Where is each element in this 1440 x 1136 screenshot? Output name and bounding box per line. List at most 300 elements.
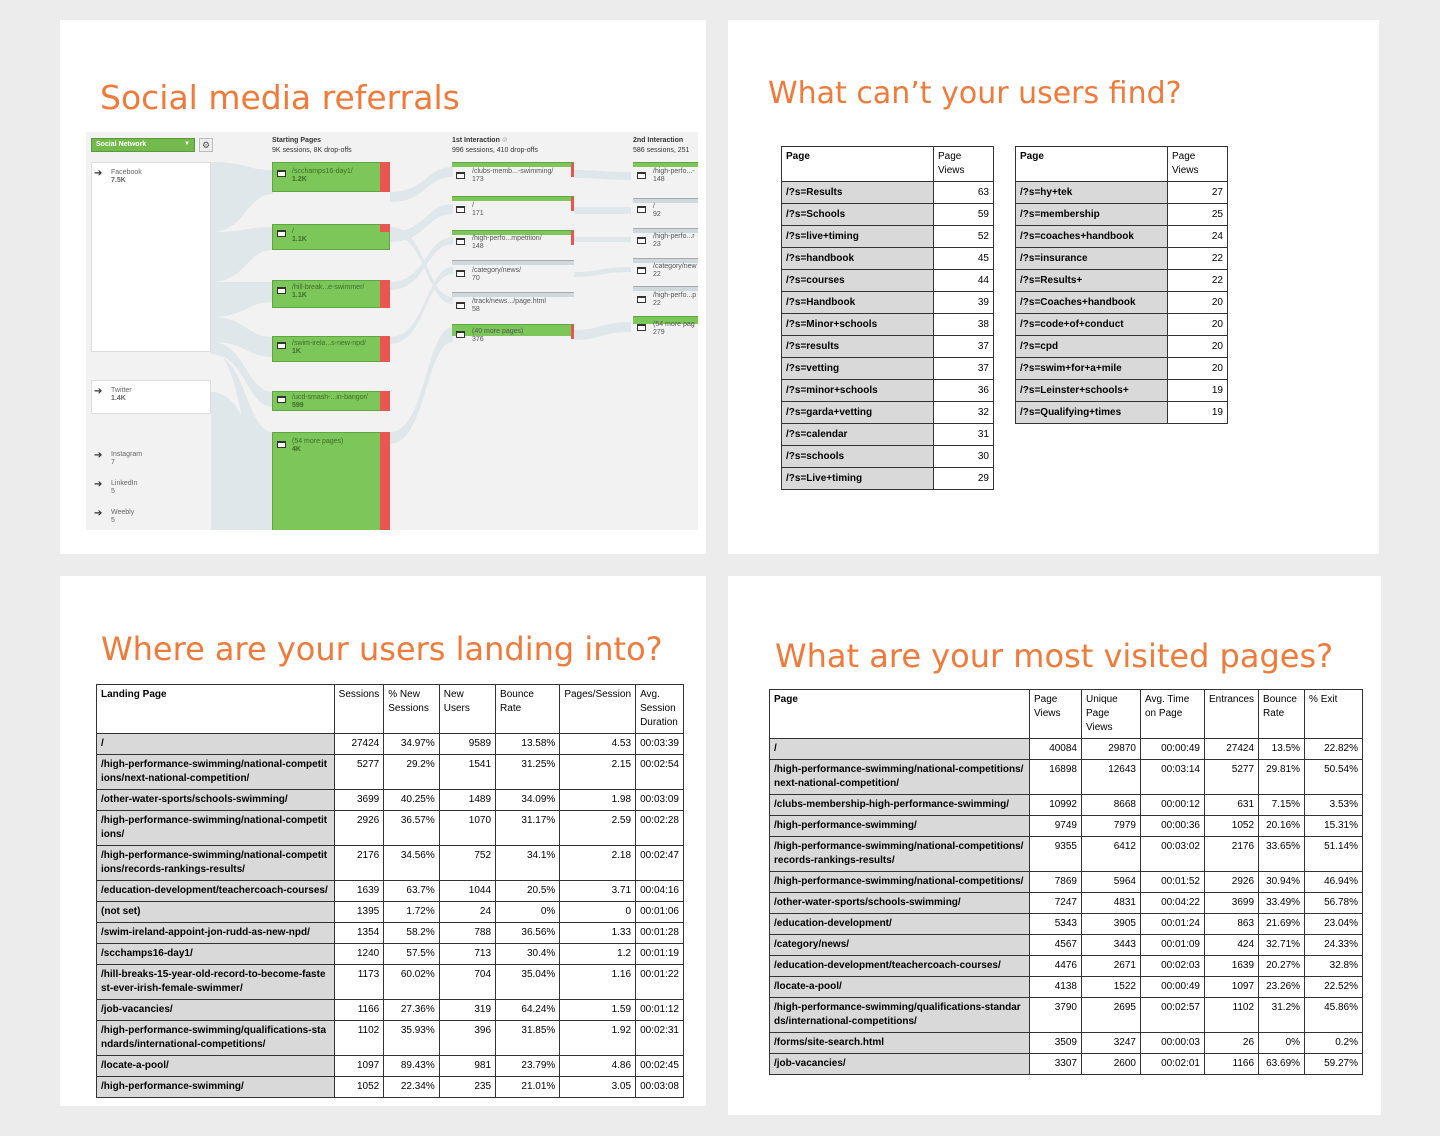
page-cell: /?s=results bbox=[782, 336, 934, 358]
value-cell: 0% bbox=[496, 902, 560, 923]
value-cell: 00:01:12 bbox=[636, 1000, 684, 1021]
value-cell: 7247 bbox=[1030, 893, 1082, 914]
value-cell: 1097 bbox=[1205, 977, 1259, 998]
page-cell: /locate-a-pool/ bbox=[770, 977, 1030, 998]
value-cell: 1489 bbox=[439, 790, 495, 811]
interaction-node[interactable] bbox=[633, 162, 698, 167]
page-icon bbox=[637, 206, 646, 213]
page-cell: /?s=calendar bbox=[782, 424, 934, 446]
node-label: /high-perfo...- 148 bbox=[653, 168, 695, 183]
share-icon: ➔ bbox=[94, 450, 103, 461]
value-cell: 3307 bbox=[1030, 1054, 1082, 1075]
column-header: Page bbox=[1016, 147, 1168, 182]
value-cell: 19 bbox=[1168, 380, 1228, 402]
page-icon bbox=[277, 441, 286, 448]
value-cell: 22.52% bbox=[1305, 977, 1363, 998]
value-cell: 37 bbox=[934, 336, 994, 358]
page-cell: /high-performance-swimming/national-competitions/next-national-competition/ bbox=[97, 755, 335, 790]
value-cell: 00:01:52 bbox=[1141, 872, 1205, 893]
page-cell: /locate-a-pool/ bbox=[97, 1056, 335, 1077]
search-terms-table-right bbox=[1015, 146, 1228, 424]
value-cell: 0% bbox=[1259, 1033, 1305, 1054]
value-cell: 981 bbox=[439, 1056, 495, 1077]
value-cell: 1102 bbox=[1205, 998, 1259, 1033]
value-cell: 31.17% bbox=[496, 811, 560, 846]
value-cell: 2.18 bbox=[560, 846, 636, 881]
table-row bbox=[1016, 380, 1228, 402]
table-row bbox=[782, 446, 994, 468]
node-label: /scchamps16-day1/ 1.2K bbox=[292, 168, 353, 183]
page-icon bbox=[456, 238, 465, 245]
value-cell: 63 bbox=[934, 182, 994, 204]
value-cell: 15.31% bbox=[1305, 816, 1363, 837]
column-header-second: 2nd Interaction 586 sessions, 251 bbox=[633, 137, 690, 154]
source-label-linkedin[interactable]: LinkedIn 5 bbox=[111, 480, 138, 495]
table-row bbox=[782, 336, 994, 358]
value-cell: 00:01:28 bbox=[636, 923, 684, 944]
node-label: /track/news.../page.html 58 bbox=[472, 298, 546, 313]
column-header: Sessions bbox=[334, 685, 384, 734]
slide-title: Social media referrals bbox=[100, 78, 460, 117]
value-cell: 396 bbox=[439, 1021, 495, 1056]
page-icon bbox=[637, 237, 646, 244]
value-cell: 50.54% bbox=[1305, 760, 1363, 795]
value-cell: 1044 bbox=[439, 881, 495, 902]
node-label: / 1.1K bbox=[292, 228, 307, 243]
value-cell: 4.86 bbox=[560, 1056, 636, 1077]
value-cell: 2176 bbox=[1205, 837, 1259, 872]
value-cell: 00:04:22 bbox=[1141, 893, 1205, 914]
value-cell: 20.16% bbox=[1259, 816, 1305, 837]
column-header: Page Views bbox=[1168, 147, 1228, 182]
table-row bbox=[770, 914, 1363, 935]
table-row bbox=[770, 1054, 1363, 1075]
value-cell: 19 bbox=[1168, 402, 1228, 424]
column-header: % New Sessions bbox=[384, 685, 440, 734]
value-cell: 27 bbox=[1168, 182, 1228, 204]
interaction-node[interactable] bbox=[452, 162, 574, 167]
value-cell: 58.2% bbox=[384, 923, 440, 944]
page-cell: /education-development/ bbox=[770, 914, 1030, 935]
value-cell: 00:03:08 bbox=[636, 1077, 684, 1098]
value-cell: 4138 bbox=[1030, 977, 1082, 998]
value-cell: 38 bbox=[934, 314, 994, 336]
value-cell: 00:01:19 bbox=[636, 944, 684, 965]
value-cell: 00:04:16 bbox=[636, 881, 684, 902]
column-header: % Exit bbox=[1305, 690, 1363, 739]
page-cell: /other-water-sports/schools-swimming/ bbox=[770, 893, 1030, 914]
value-cell: 2176 bbox=[334, 846, 384, 881]
interaction-node[interactable] bbox=[452, 260, 574, 265]
value-cell: 51.14% bbox=[1305, 837, 1363, 872]
table-row bbox=[782, 270, 994, 292]
page-cell: /?s=hy+tek bbox=[1016, 182, 1168, 204]
table-row bbox=[97, 902, 684, 923]
value-cell: 39 bbox=[934, 292, 994, 314]
interaction-node[interactable] bbox=[452, 196, 574, 201]
value-cell: 21.69% bbox=[1259, 914, 1305, 935]
value-cell: 5277 bbox=[1205, 760, 1259, 795]
page-icon bbox=[277, 170, 286, 177]
page-cell: /high-performance-swimming/qualifications-standards/international-competitions/ bbox=[97, 1021, 335, 1056]
value-cell: 7979 bbox=[1082, 816, 1141, 837]
value-cell: 27424 bbox=[1205, 739, 1259, 760]
table-row bbox=[770, 872, 1363, 893]
page-cell: /clubs-membership-high-performance-swimming/ bbox=[770, 795, 1030, 816]
page-cell: /job-vacancies/ bbox=[97, 1000, 335, 1021]
table-row bbox=[770, 935, 1363, 956]
value-cell: 59 bbox=[934, 204, 994, 226]
value-cell: 00:01:09 bbox=[1141, 935, 1205, 956]
info-icon: ⊘ bbox=[501, 137, 508, 144]
table-row bbox=[770, 956, 1363, 977]
value-cell: 7869 bbox=[1030, 872, 1082, 893]
page-cell: /?s=schools bbox=[782, 446, 934, 468]
node-label: / 92 bbox=[653, 203, 661, 218]
gear-icon[interactable]: ⚙ bbox=[199, 138, 213, 152]
page-cell: /high-performance-swimming/ bbox=[770, 816, 1030, 837]
share-icon: ➔ bbox=[94, 479, 103, 490]
node-label: /category/news/ 70 bbox=[472, 267, 522, 282]
table-row bbox=[97, 1056, 684, 1077]
value-cell: 00:03:39 bbox=[636, 734, 684, 755]
node-label: /high-perfo...p 22 bbox=[653, 292, 697, 307]
page-cell: /scchamps16-day1/ bbox=[97, 944, 335, 965]
source-label: Twitter 1.4K bbox=[111, 387, 132, 402]
value-cell: 3443 bbox=[1082, 935, 1141, 956]
source-label-instagram[interactable]: Instagram 7 bbox=[111, 451, 143, 466]
value-cell: 1522 bbox=[1082, 977, 1141, 998]
page-cell: /high-performance-swimming/ bbox=[97, 1077, 335, 1098]
value-cell: 3905 bbox=[1082, 914, 1141, 935]
table-row bbox=[1016, 182, 1228, 204]
interaction-node[interactable] bbox=[452, 292, 574, 297]
page-cell: /?s=vetting bbox=[782, 358, 934, 380]
table-row bbox=[770, 837, 1363, 872]
table-row bbox=[97, 965, 684, 1000]
page-cell: / bbox=[770, 739, 1030, 760]
value-cell: 4476 bbox=[1030, 956, 1082, 977]
table-row bbox=[97, 755, 684, 790]
value-cell: 0 bbox=[560, 902, 636, 923]
source-label-weebly[interactable]: Weebly 5 bbox=[111, 509, 135, 524]
source-node-facebook[interactable] bbox=[91, 162, 211, 352]
table-row bbox=[782, 380, 994, 402]
table-row bbox=[97, 923, 684, 944]
value-cell: 3790 bbox=[1030, 998, 1082, 1033]
value-cell: 0.2% bbox=[1305, 1033, 1363, 1054]
value-cell: 24 bbox=[1168, 226, 1228, 248]
value-cell: 10992 bbox=[1030, 795, 1082, 816]
value-cell: 2600 bbox=[1082, 1054, 1141, 1075]
value-cell: 00:03:09 bbox=[636, 790, 684, 811]
value-cell: 20 bbox=[1168, 358, 1228, 380]
table-row bbox=[1016, 336, 1228, 358]
value-cell: 1639 bbox=[334, 881, 384, 902]
value-cell: 20 bbox=[1168, 314, 1228, 336]
table-row bbox=[770, 795, 1363, 816]
page-cell: /job-vacancies/ bbox=[770, 1054, 1030, 1075]
table-row bbox=[782, 314, 994, 336]
value-cell: 3247 bbox=[1082, 1033, 1141, 1054]
value-cell: 00:02:03 bbox=[1141, 956, 1205, 977]
value-cell: 5343 bbox=[1030, 914, 1082, 935]
value-cell: 63.69% bbox=[1259, 1054, 1305, 1075]
starting-page-node[interactable] bbox=[272, 224, 390, 250]
table-row bbox=[782, 182, 994, 204]
page-cell: /high-performance-swimming/national-competitions/next-national-competition/ bbox=[770, 760, 1030, 795]
column-header: Page bbox=[782, 147, 934, 182]
value-cell: 2695 bbox=[1082, 998, 1141, 1033]
page-cell: /?s=Handbook bbox=[782, 292, 934, 314]
value-cell: 1240 bbox=[334, 944, 384, 965]
value-cell: 4831 bbox=[1082, 893, 1141, 914]
value-cell: 00:00:49 bbox=[1141, 977, 1205, 998]
value-cell: 6412 bbox=[1082, 837, 1141, 872]
table-row bbox=[782, 358, 994, 380]
value-cell: 26 bbox=[1205, 1033, 1259, 1054]
value-cell: 00:02:47 bbox=[636, 846, 684, 881]
value-cell: 1395 bbox=[334, 902, 384, 923]
page-icon bbox=[277, 396, 286, 403]
value-cell: 13.5% bbox=[1259, 739, 1305, 760]
slide-title: What are your most visited pages? bbox=[775, 637, 1334, 675]
value-cell: 34.09% bbox=[496, 790, 560, 811]
value-cell: 1.59 bbox=[560, 1000, 636, 1021]
value-cell: 2671 bbox=[1082, 956, 1141, 977]
column-header: Pages/Session bbox=[560, 685, 636, 734]
table-row bbox=[1016, 270, 1228, 292]
value-cell: 22.82% bbox=[1305, 739, 1363, 760]
table-row bbox=[97, 1000, 684, 1021]
node-label: (40 more pages) 376 bbox=[472, 328, 524, 343]
value-cell: 27.36% bbox=[384, 1000, 440, 1021]
table-row bbox=[97, 734, 684, 755]
table-row bbox=[97, 881, 684, 902]
value-cell: 21.01% bbox=[496, 1077, 560, 1098]
value-cell: 1166 bbox=[334, 1000, 384, 1021]
column-header-starting: Starting Pages 9K sessions, 8K drop-offs bbox=[272, 137, 352, 154]
page-cell: /?s=handbook bbox=[782, 248, 934, 270]
value-cell: 45 bbox=[934, 248, 994, 270]
value-cell: 2.59 bbox=[560, 811, 636, 846]
value-cell: 752 bbox=[439, 846, 495, 881]
source-node-twitter[interactable] bbox=[91, 380, 211, 414]
value-cell: 00:00:03 bbox=[1141, 1033, 1205, 1054]
value-cell: 00:00:49 bbox=[1141, 739, 1205, 760]
value-cell: 9589 bbox=[439, 734, 495, 755]
page-cell: /high-performance-swimming/qualifications-standards/international-competitions/ bbox=[770, 998, 1030, 1033]
value-cell: 1052 bbox=[334, 1077, 384, 1098]
table-row bbox=[770, 816, 1363, 837]
node-label: /category/new 22 bbox=[653, 263, 697, 278]
page-cell: /education-development/teachercoach-courses/ bbox=[97, 881, 335, 902]
page-cell: /other-water-sports/schools-swimming/ bbox=[97, 790, 335, 811]
share-icon: ➔ bbox=[94, 386, 103, 397]
page-icon bbox=[277, 342, 286, 349]
value-cell: 3509 bbox=[1030, 1033, 1082, 1054]
value-cell: 20.27% bbox=[1259, 956, 1305, 977]
value-cell: 00:02:31 bbox=[636, 1021, 684, 1056]
value-cell: 35.04% bbox=[496, 965, 560, 1000]
column-header: Page Views bbox=[1030, 690, 1082, 739]
table-row bbox=[1016, 314, 1228, 336]
value-cell: 3.05 bbox=[560, 1077, 636, 1098]
value-cell: 12643 bbox=[1082, 760, 1141, 795]
value-cell: 00:02:45 bbox=[636, 1056, 684, 1077]
table-row bbox=[1016, 204, 1228, 226]
value-cell: 31.25% bbox=[496, 755, 560, 790]
value-cell: 34.1% bbox=[496, 846, 560, 881]
value-cell: 36 bbox=[934, 380, 994, 402]
value-cell: 24 bbox=[439, 902, 495, 923]
value-cell: 2926 bbox=[334, 811, 384, 846]
table-row bbox=[770, 760, 1363, 795]
value-cell: 00:03:14 bbox=[1141, 760, 1205, 795]
value-cell: 29 bbox=[934, 468, 994, 490]
value-cell: 20.5% bbox=[496, 881, 560, 902]
column-header: New Users bbox=[439, 685, 495, 734]
page-icon bbox=[637, 267, 646, 274]
value-cell: 1.33 bbox=[560, 923, 636, 944]
page-cell: /high-performance-swimming/national-competitions/ bbox=[770, 872, 1030, 893]
value-cell: 56.78% bbox=[1305, 893, 1363, 914]
page-icon bbox=[277, 287, 286, 294]
page-cell: /?s=garda+vetting bbox=[782, 402, 934, 424]
value-cell: 63.7% bbox=[384, 881, 440, 902]
value-cell: 5964 bbox=[1082, 872, 1141, 893]
value-cell: 00:02:28 bbox=[636, 811, 684, 846]
value-cell: 3.53% bbox=[1305, 795, 1363, 816]
value-cell: 30.94% bbox=[1259, 872, 1305, 893]
value-cell: 52 bbox=[934, 226, 994, 248]
page-cell: /?s=courses bbox=[782, 270, 934, 292]
column-header: Bounce Rate bbox=[496, 685, 560, 734]
value-cell: 1173 bbox=[334, 965, 384, 1000]
value-cell: 46.94% bbox=[1305, 872, 1363, 893]
social-network-dropdown[interactable] bbox=[91, 138, 195, 152]
value-cell: 31.2% bbox=[1259, 998, 1305, 1033]
value-cell: 00:00:12 bbox=[1141, 795, 1205, 816]
value-cell: 1166 bbox=[1205, 1054, 1259, 1075]
value-cell: 57.5% bbox=[384, 944, 440, 965]
slide-title: Where are your users landing into? bbox=[101, 630, 663, 668]
table-row bbox=[782, 424, 994, 446]
value-cell: 1070 bbox=[439, 811, 495, 846]
value-cell: 32 bbox=[934, 402, 994, 424]
table-row bbox=[782, 204, 994, 226]
value-cell: 713 bbox=[439, 944, 495, 965]
table-row bbox=[1016, 402, 1228, 424]
table-row bbox=[782, 292, 994, 314]
value-cell: 704 bbox=[439, 965, 495, 1000]
search-terms-table-left bbox=[781, 146, 994, 490]
share-icon: ➔ bbox=[94, 508, 103, 519]
value-cell: 1097 bbox=[334, 1056, 384, 1077]
value-cell: 34.97% bbox=[384, 734, 440, 755]
page-cell: /hill-breaks-15-year-old-record-to-become-fastest-ever-irish-female-swimmer/ bbox=[97, 965, 335, 1000]
value-cell: 00:03:02 bbox=[1141, 837, 1205, 872]
page-cell: /?s=swim+for+a+mile bbox=[1016, 358, 1168, 380]
node-label: (54 more pag 279 bbox=[653, 321, 695, 336]
value-cell: 8668 bbox=[1082, 795, 1141, 816]
column-header-first: 1st Interaction ⊘ 996 sessions, 410 drop-offs bbox=[452, 137, 538, 154]
page-icon bbox=[456, 270, 465, 277]
value-cell: 00:02:57 bbox=[1141, 998, 1205, 1033]
value-cell: 3699 bbox=[1205, 893, 1259, 914]
value-cell: 1354 bbox=[334, 923, 384, 944]
most-visited-table bbox=[769, 689, 1363, 1075]
column-header: Avg. Time on Page bbox=[1141, 690, 1205, 739]
page-cell: /?s=Coaches+handbook bbox=[1016, 292, 1168, 314]
page-cell: /high-performance-swimming/national-competitions/records-rankings-results/ bbox=[97, 846, 335, 881]
page-cell: /?s=live+timing bbox=[782, 226, 934, 248]
value-cell: 1102 bbox=[334, 1021, 384, 1056]
value-cell: 13.58% bbox=[496, 734, 560, 755]
page-cell: /high-performance-swimming/national-competitions/records-rankings-results/ bbox=[770, 837, 1030, 872]
page-cell: /?s=Leinster+schools+ bbox=[1016, 380, 1168, 402]
value-cell: 23.04% bbox=[1305, 914, 1363, 935]
node-label: /swim-irela...s-new-npd/ 1K bbox=[292, 340, 366, 355]
value-cell: 1639 bbox=[1205, 956, 1259, 977]
value-cell: 5277 bbox=[334, 755, 384, 790]
landing-pages-table bbox=[96, 684, 684, 1098]
value-cell: 1.92 bbox=[560, 1021, 636, 1056]
page-icon bbox=[456, 331, 465, 338]
table-row bbox=[1016, 226, 1228, 248]
source-label: Facebook 7.5K bbox=[111, 169, 142, 184]
value-cell: 33.49% bbox=[1259, 893, 1305, 914]
value-cell: 64.24% bbox=[496, 1000, 560, 1021]
page-cell: /?s=Live+timing bbox=[782, 468, 934, 490]
column-header: Entrances bbox=[1205, 690, 1259, 739]
value-cell: 1541 bbox=[439, 755, 495, 790]
page-cell: /?s=Results bbox=[782, 182, 934, 204]
value-cell: 24.33% bbox=[1305, 935, 1363, 956]
value-cell: 2.15 bbox=[560, 755, 636, 790]
landing-table-clip bbox=[96, 684, 686, 1106]
table-row bbox=[782, 468, 994, 490]
page-cell: /?s=code+of+conduct bbox=[1016, 314, 1168, 336]
value-cell: 1.98 bbox=[560, 790, 636, 811]
value-cell: 20 bbox=[1168, 292, 1228, 314]
table-row bbox=[97, 811, 684, 846]
value-cell: 7.15% bbox=[1259, 795, 1305, 816]
table-row bbox=[97, 944, 684, 965]
page-icon bbox=[456, 172, 465, 179]
value-cell: 23.26% bbox=[1259, 977, 1305, 998]
column-header: Unique Page Views bbox=[1082, 690, 1141, 739]
page-cell: /high-performance-swimming/national-competitions/ bbox=[97, 811, 335, 846]
value-cell: 9355 bbox=[1030, 837, 1082, 872]
interaction-node[interactable] bbox=[633, 198, 698, 203]
table-row bbox=[770, 893, 1363, 914]
value-cell: 2926 bbox=[1205, 872, 1259, 893]
page-cell: /?s=Schools bbox=[782, 204, 934, 226]
value-cell: 29.81% bbox=[1259, 760, 1305, 795]
value-cell: 29870 bbox=[1082, 739, 1141, 760]
dropdown-label: Social Network bbox=[96, 141, 147, 148]
value-cell: 3699 bbox=[334, 790, 384, 811]
share-icon: ➔ bbox=[94, 168, 103, 179]
table-row bbox=[782, 226, 994, 248]
node-label: /hill-break...e-swimmer/ 1.1K bbox=[292, 284, 365, 299]
interaction-node[interactable] bbox=[633, 286, 698, 291]
value-cell: 59.27% bbox=[1305, 1054, 1363, 1075]
table-row bbox=[1016, 248, 1228, 270]
page-icon bbox=[637, 296, 646, 303]
value-cell: 29.2% bbox=[384, 755, 440, 790]
